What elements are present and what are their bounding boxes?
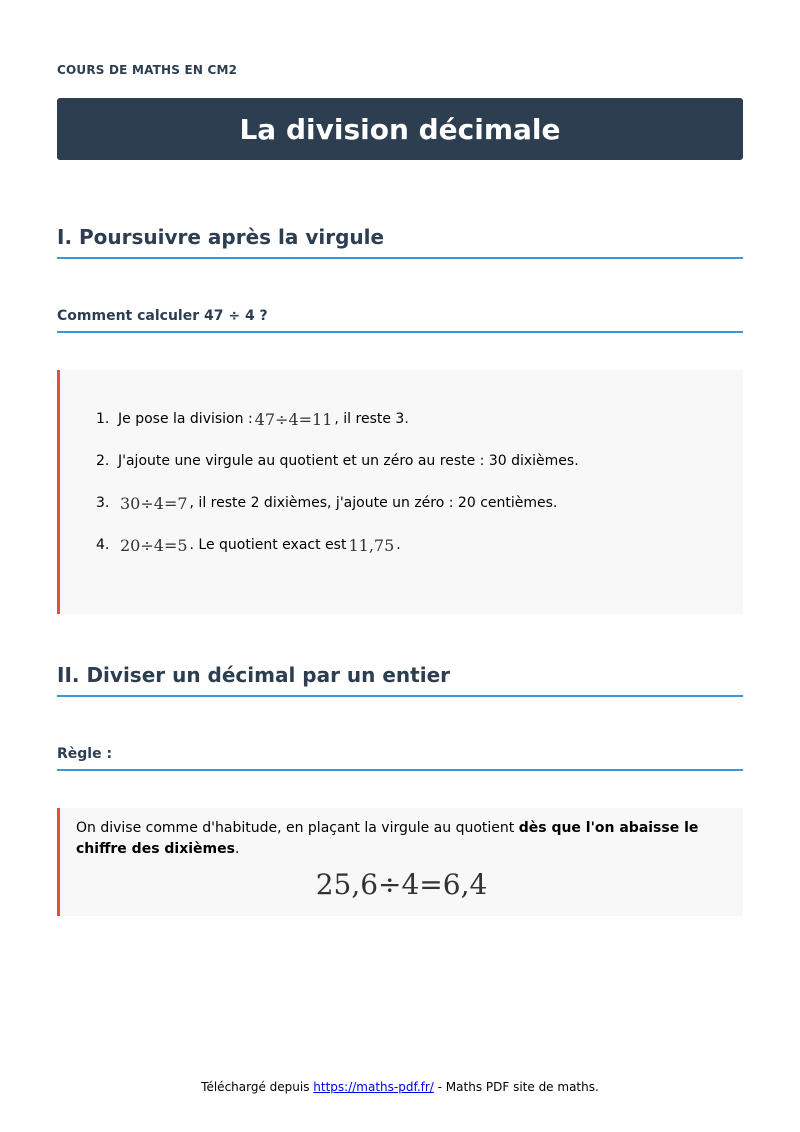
quotient-math: 11,75	[348, 535, 395, 555]
steps-list	[60, 370, 743, 566]
step-text: Je pose la division :	[118, 411, 253, 427]
step-text-after: . Le quotient exact est	[189, 537, 347, 553]
rule-box	[57, 808, 743, 916]
step-text-after: , il reste 2 dixièmes, j'ajoute un zéro : 20 centièmes.	[189, 495, 558, 511]
rule-text-pre: On divise comme d'habitude, en plaçant la virgule au quotient	[76, 820, 519, 836]
footer-link[interactable]: https://maths-pdf.fr/	[313, 1080, 434, 1094]
list-item	[96, 482, 743, 524]
footer	[0, 1080, 800, 1094]
rule-formula: 25,6÷4=6,4	[315, 868, 488, 901]
step-math: 47÷4=11	[254, 409, 333, 429]
step-number: 4.	[96, 537, 110, 553]
section1-subheading: Comment calculer 47 ÷ 4 ?	[57, 308, 743, 333]
step-number: 1.	[96, 411, 110, 427]
rule-text-bold: dès que l'on abaisse le chiffre des dixièmes	[76, 820, 699, 857]
section2-subheading: Règle :	[57, 746, 743, 771]
step-number: 2.	[96, 453, 110, 469]
rule-text	[60, 808, 743, 860]
step-math: 20÷4=5	[120, 535, 188, 555]
course-kicker: COURS DE MATHS EN CM2	[57, 63, 238, 77]
footer-text: Téléchargé depuis	[201, 1080, 314, 1094]
list-item	[96, 524, 743, 566]
step-text-end: .	[396, 537, 401, 553]
title-banner	[57, 98, 743, 160]
page-title: La division décimale	[239, 112, 561, 146]
list-item	[96, 440, 743, 482]
section1-heading: I. Poursuivre après la virgule	[57, 225, 743, 259]
rule-text-post: .	[234, 841, 240, 857]
step-number: 3.	[96, 495, 110, 511]
section2-heading: II. Diviser un décimal par un entier	[57, 663, 743, 697]
list-item	[96, 398, 743, 440]
step-math: 30÷4=7	[120, 493, 188, 513]
footer-text-after: - Maths PDF site de maths.	[433, 1080, 599, 1094]
steps-box	[57, 370, 743, 614]
step-text: J'ajoute une virgule au quotient et un zéro au reste : 30 dixièmes.	[118, 453, 579, 469]
step-text-after: , il reste 3.	[334, 411, 409, 427]
